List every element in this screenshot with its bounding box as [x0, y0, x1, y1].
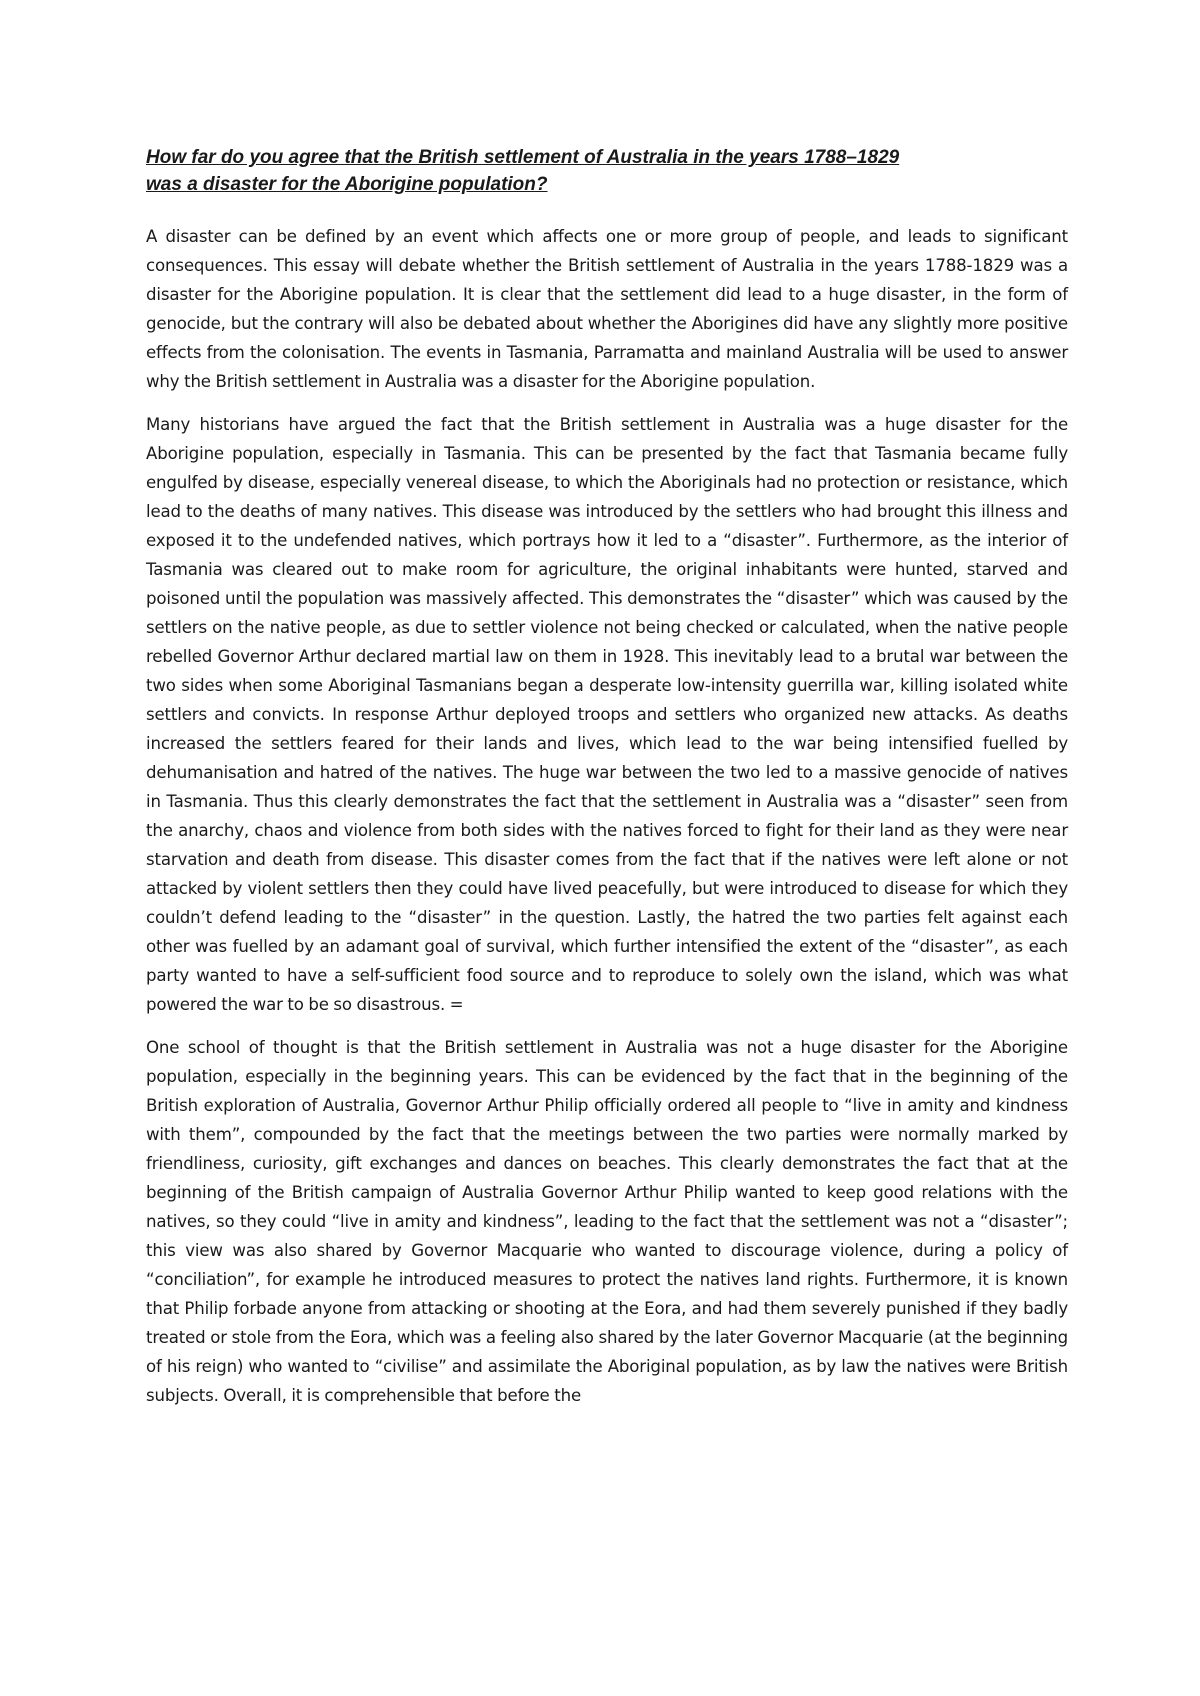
paragraph-disaster-argument: Many historians have argued the fact that the British settlement in Australia was a huge disaster for the Aborigine population, especially in Tasmania. This can be presented by the fact that Tasmania became fully engulfed by disease, especially venereal disease, to which the Aboriginals had no protection or resistance, which lead to the deaths of many natives. This disease was introduced by the settlers who had brought this illness and exposed it to the undefended natives, which portrays how it led to a “disaster”. Furthermore, as the interior of Tasmania was cleared out to make room for agriculture, the original inhabitants were hunted, starved and poisoned until the population was massively affected. This demonstrates the “disaster” which was caused by the settlers on the native people, as due to settler violence not being checked or calculated, when the native people rebelled Governor Arthur declared martial law on them in 1928. This inevitably lead to a brutal war between the two sides when some Aboriginal Tasmanians began a desperate low-intensity guerrilla war, killing isolated white settlers and convicts. In response Arthur deployed troops and settlers who organized new attacks. As deaths increased the settlers feared for their lands and lives, which lead to the war being intensified fuelled by dehumanisation and hatred of the natives. The huge war between the two led to a massive genocide of natives in Tasmania. Thus this clearly demonstrates the fact that the settlement in Australia was a “disaster” seen from the anarchy, chaos and violence from both sides with the natives forced to fight for their land as they were near starvation and death from disease. This disaster comes from the fact that if the natives were left alone or not attacked by violent settlers then they could have lived peacefully, but were introduced to disease for which they couldn’t defend leading to the “disaster” in the question. Lastly, the hatred the two parties felt against each other was fuelled by an adamant goal of survival, which further intensified the extent of the “disaster”, as each party wanted to have a self-sufficient food source and to reproduce to solely own the island, which was what powered the war to be so disastrous. =	[146, 415, 1068, 1014]
essay-title	[146, 144, 1068, 198]
paragraph-introduction: A disaster can be defined by an event which affects one or more group of people, and leads to significant consequences. This essay will debate whether the British settlement of Australia in the years 1788-1829 was a disaster for the Aborigine population. It is clear that the settlement did lead to a huge disaster, in the form of genocide, but the contrary will also be debated about whether the Aborigines did have any slightly more positive effects from the colonisation. The events in Tasmania, Parramatta and mainland Australia will be used to answer why the British settlement in Australia was a disaster for the Aborigine population.	[146, 227, 1068, 391]
essay-title-line-1: How far do you agree that the British settlement of Australia in the years 1788–1829	[146, 147, 900, 168]
essay-title-line-2: was a disaster for the Aborigine population?	[146, 174, 548, 195]
paragraph-counter-argument: One school of thought is that the British settlement in Australia was not a huge disaster for the Aborigine population, especially in the beginning years. This can be evidenced by the fact that in the beginning of the British exploration of Australia, Governor Arthur Philip officially ordered all people to “live in amity and kindness with them”, compounded by the fact that the meetings between the two parties were normally marked by friendliness, curiosity, gift exchanges and dances on beaches. This clearly demonstrates the fact that at the beginning of the British campaign of Australia Governor Arthur Philip wanted to keep good relations with the natives, so they could “live in amity and kindness”, leading to the fact that the settlement was not a “disaster”; this view was also shared by Governor Macquarie who wanted to discourage violence, during a policy of “conciliation”, for example he introduced measures to protect the natives land rights. Furthermore, it is known that Philip forbade anyone from attacking or shooting at the Eora, and had them severely punished if they badly treated or stole from the Eora, which was a feeling also shared by the later Governor Macquarie (at the beginning of his reign) who wanted to “civilise” and assimilate the Aboriginal population, as by law the natives were British subjects. Overall, it is comprehensible that before the	[146, 1038, 1068, 1405]
